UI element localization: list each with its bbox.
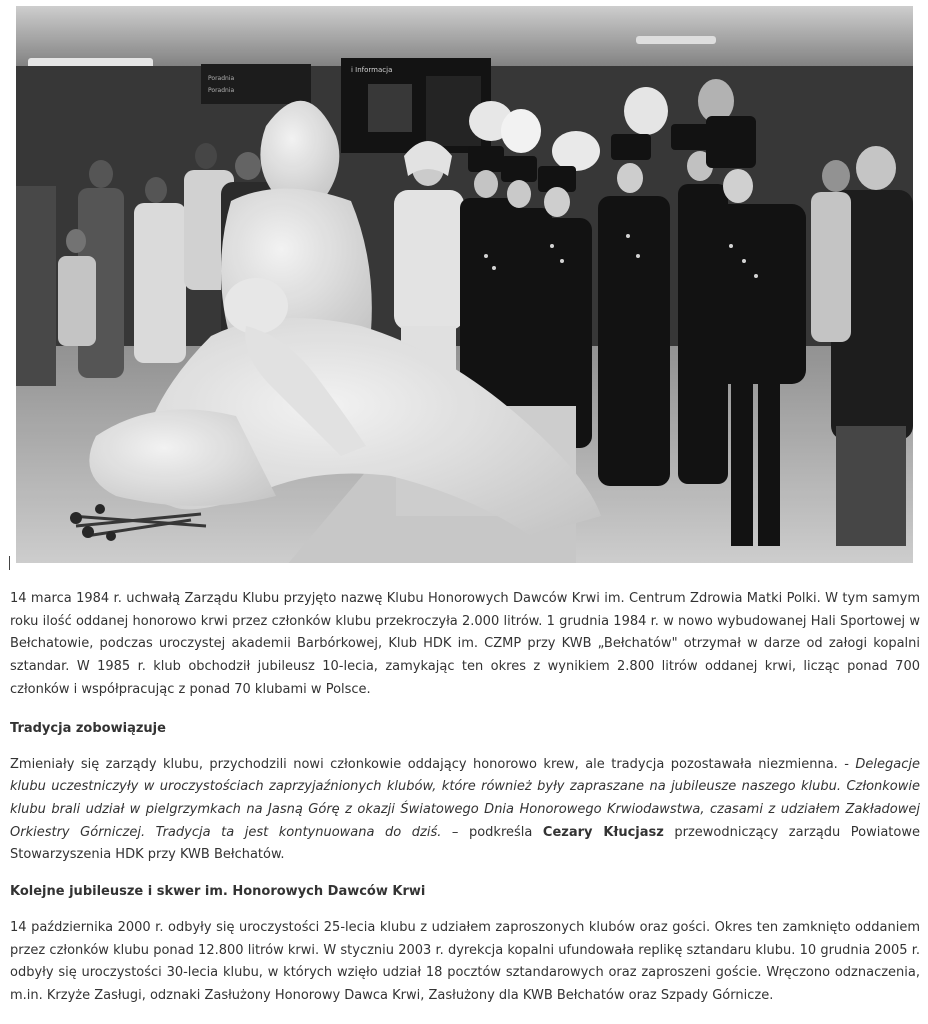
p2-attribution-prefix: – podkreśla xyxy=(451,824,533,840)
historical-photo xyxy=(16,6,913,563)
heading-tradycja: Tradycja zobowiązuje xyxy=(10,720,166,736)
sign-text-1: Poradnia xyxy=(208,75,235,82)
paragraph-tradycja xyxy=(10,754,920,868)
article-body xyxy=(10,588,920,1008)
p2-intro: Zmieniały się zarządy klubu, przychodzili nowi członkowie oddający honorowo krew, ale tradycja pozostawała niezmienna. - xyxy=(10,756,849,772)
sign-text-info: i Informacja xyxy=(351,66,393,74)
heading-jubileusze: Kolejne jubileusze i skwer im. Honorowych Dawców Krwi xyxy=(10,884,426,900)
text-cursor xyxy=(9,556,10,570)
p2-attribution-suffix: przewodniczący zarządu Powiatowe Stowarzyszenia HDK przy KWB Bełchatów. xyxy=(10,824,920,863)
paragraph-2000: 14 października 2000 r. odbyły się uroczystości 25-lecia klubu z udziałem zaproszonych klubów oraz gości. Okres ten zamknięto oddaniem przez członków klubu ponad 12.800 litrów krwi. W styczniu 2003 r. dyrekcja kopalni ufundowała replikę sztandaru klubu. 10 grudnia 2005 r. odbyły się uroczystości 30-lecia klubu, w których wzięło udział 18 pocztów sztandarowych oraz zaproszeni goście. Wręczono odznaczenia, m.in. Krzyże Zasługi, odznaki Zasłużony Honorowy Dawca Krwi, Zasłużony dla KWB Bełchatów oraz Szpady Górnicze. xyxy=(10,920,920,1004)
p2-quote: Delegacje klubu uczestniczyły w uroczystościach zaprzyjaźnionych klubów, które również były zapraszane na jubileusze naszego klubu. Członkowie klubu brali udział w pielgrzymkach na Jasną Górę z okazji Światowego Dnia Honorowego Krwiodawstwa, czasami z udziałem Zakładowej Orkiestry Górniczej. Tradycja ta jest kontynuowana do dziś. xyxy=(10,756,920,840)
sign-text-2: Poradnia xyxy=(208,87,235,94)
p2-speaker-name: Cezary Kłucjasz xyxy=(542,824,664,840)
paragraph-1984: 14 marca 1984 r. uchwałą Zarządu Klubu przyjęto nazwę Klubu Honorowych Dawców Krwi im. Centrum Zdrowia Matki Polki. W tym samym roku ilość oddanej honorowo krwi przez członków klubu przekroczyła 2.000 litrów. 1 grudnia 1984 r. w nowo wybudowanej Hali Sportowej w Bełchatowie, podczas uroczystej akademii Barbórkowej, Klub HDK im. CZMP przy KWB „Bełchatów" otrzymał w darze od załogi kopalni sztandar. W 1985 r. klub obchodził jubileusz 10-lecia, zamykając ten okres z wynikiem 2.800 litrów oddanej krwi, licząc ponad 700 członków i współpracując z ponad 70 klubami w Polsce. xyxy=(10,591,920,697)
photo-illustration xyxy=(16,6,913,563)
